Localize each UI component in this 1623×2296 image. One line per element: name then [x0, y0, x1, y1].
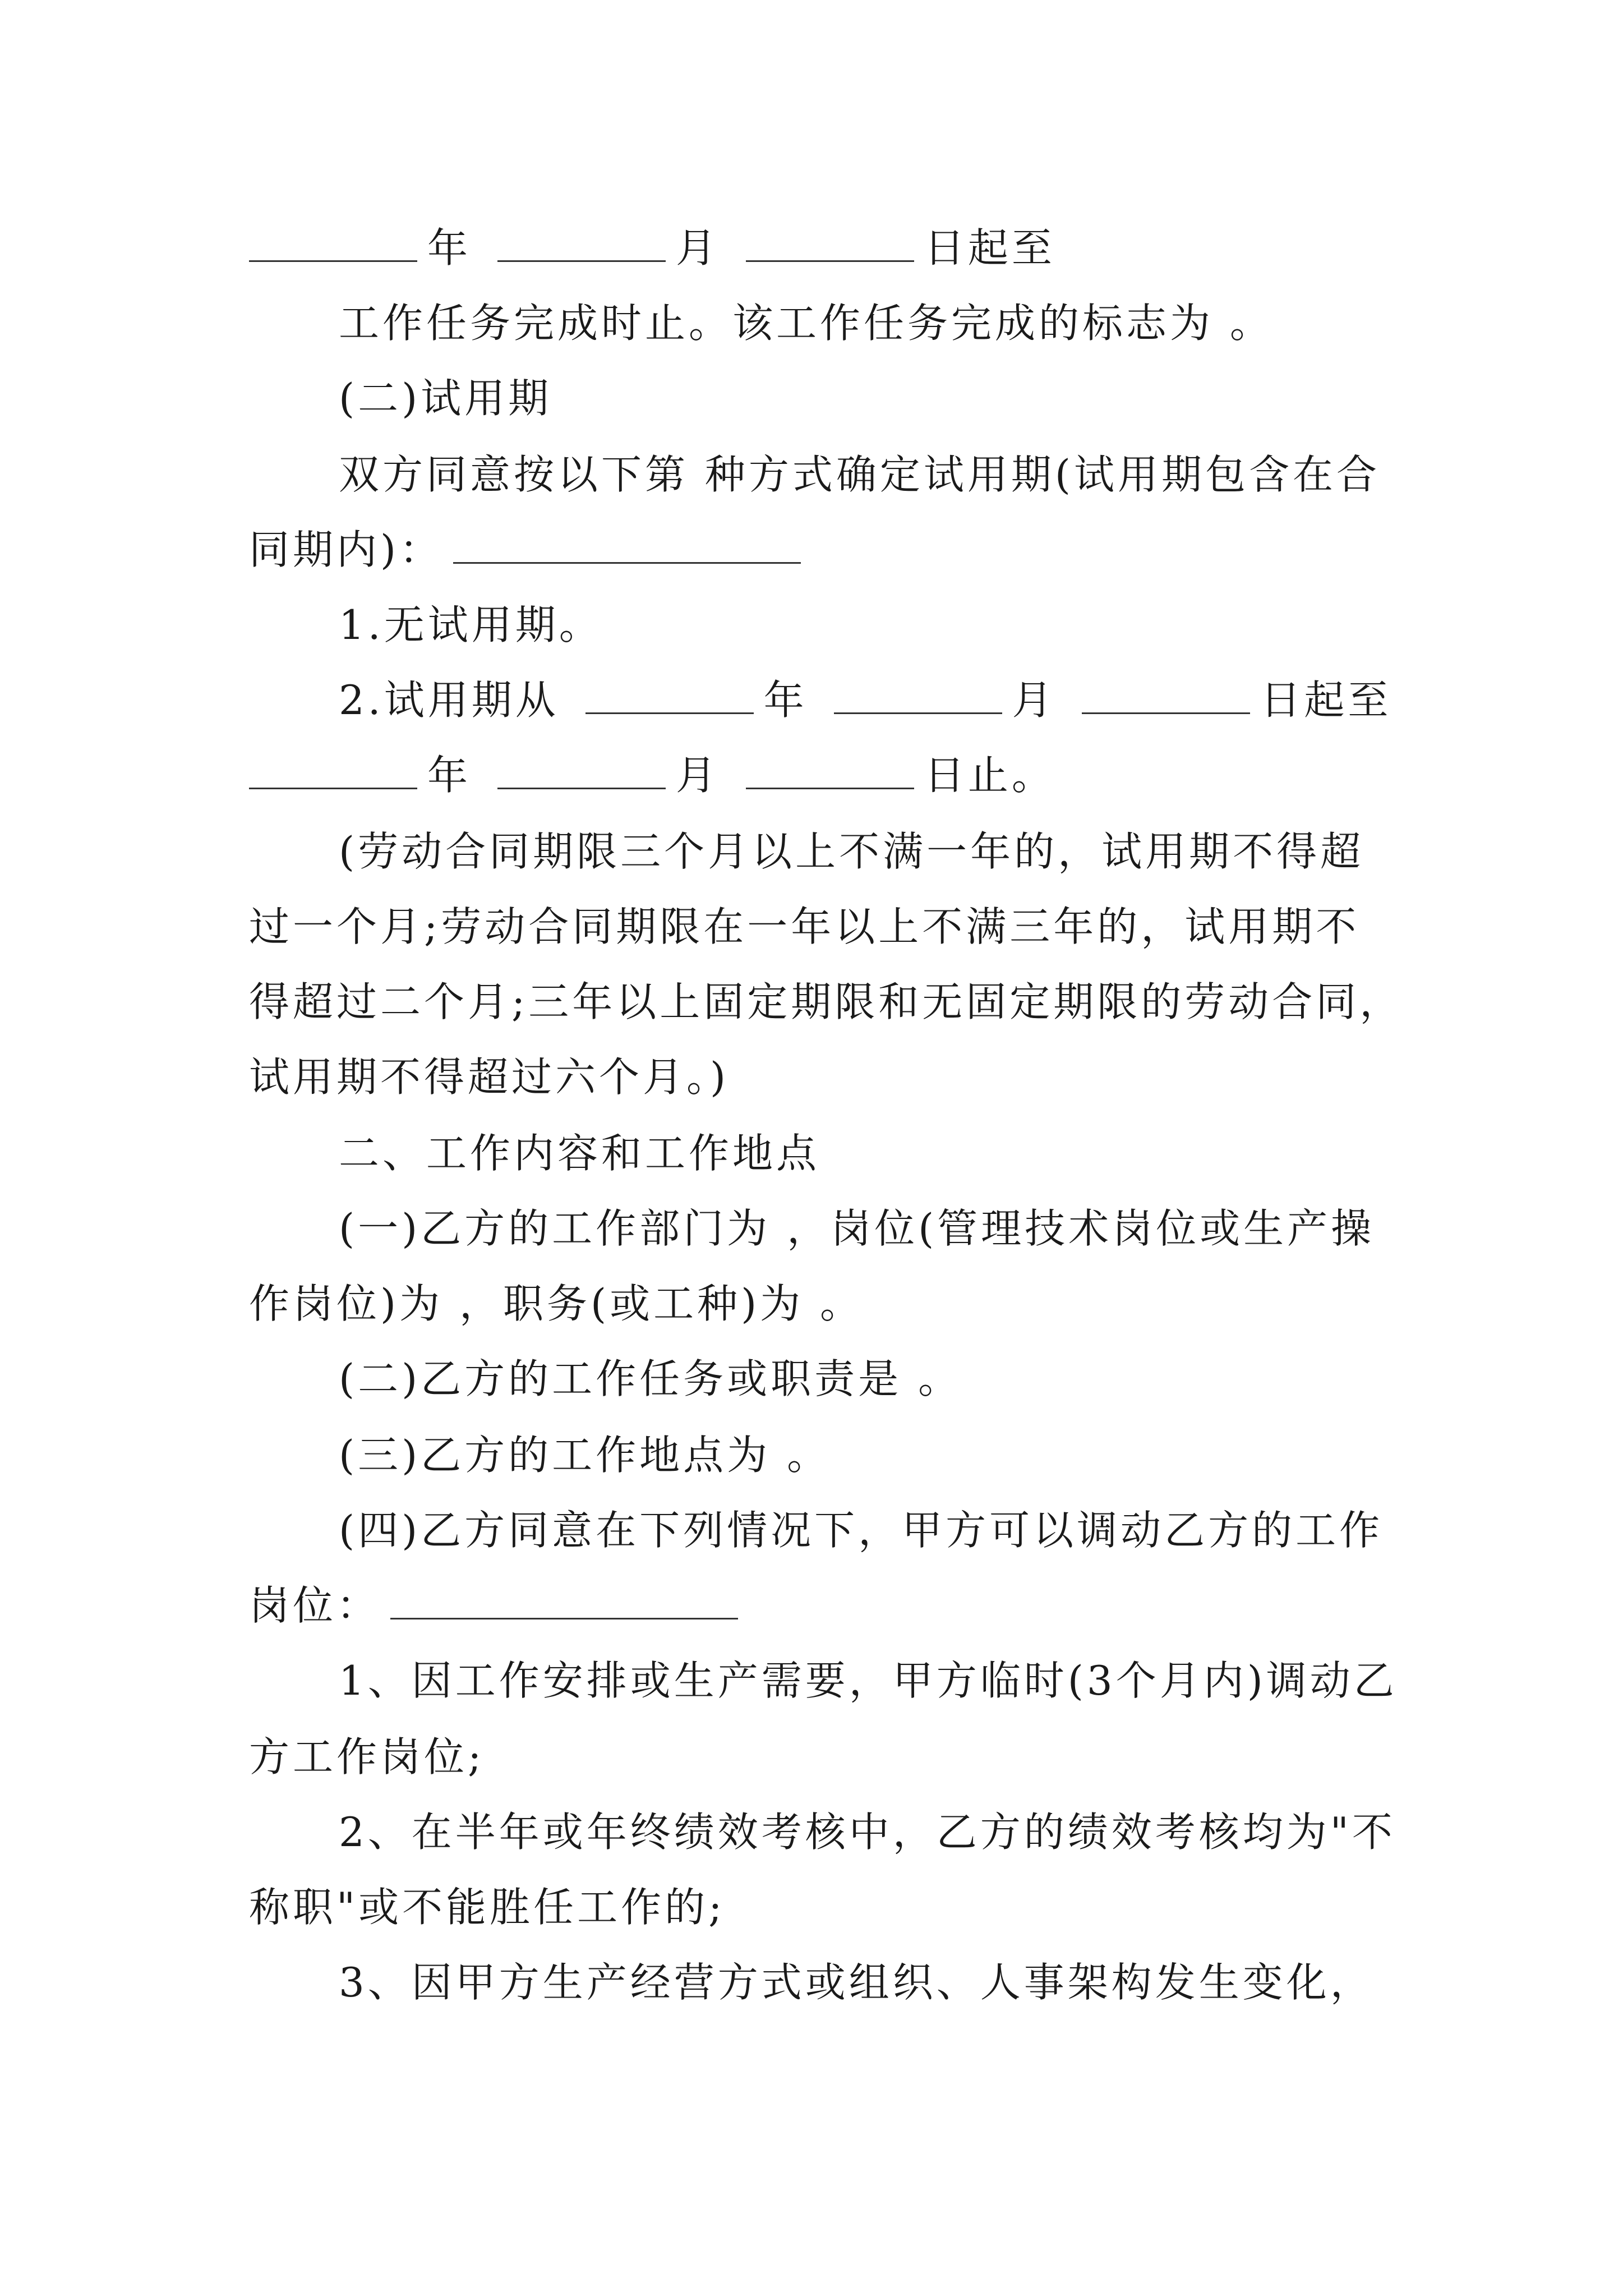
year-label: 年: [763, 677, 808, 724]
day-blank: [746, 223, 914, 262]
day-label: 日止。: [924, 752, 1055, 799]
list-item: 1.无试用期。: [339, 601, 603, 648]
list-item: 2、在半年或年终绩效考核中，乙方的绩效考核均为"不: [339, 1809, 1396, 1856]
paragraph-line: (四)乙方同意在下列情况下，甲方可以调动乙方的工作: [339, 1507, 1384, 1554]
year-blank: [585, 675, 754, 714]
month-label: 月: [675, 752, 720, 799]
fill-blank: [453, 525, 801, 564]
paragraph-line: (劳动合同期限三个月以上不满一年的，试用期不得超: [339, 828, 1364, 875]
month-label: 月: [675, 224, 720, 272]
day-label: 日起至: [1260, 677, 1392, 724]
paragraph-line: 双方同意按以下第 种方式确定试用期(试用期包含在合: [339, 451, 1380, 498]
date-line-end: [249, 747, 1393, 803]
paragraph-line: 方工作岗位;: [249, 1733, 485, 1780]
paragraph-line: 作岗位)为 ，职务(或工种)为 。: [249, 1280, 864, 1327]
month-blank: [497, 223, 666, 262]
paragraph-line: [249, 1577, 1393, 1634]
paragraph-line: [249, 522, 1393, 578]
paragraph-line: (一)乙方的工作部门为 ，岗位(管理技术岗位或生产操: [339, 1205, 1375, 1252]
date-line-end: [249, 220, 1393, 276]
paragraph-line: 得超过二个月;三年以上固定期限和无固定期限的劳动合同，: [249, 978, 1404, 1025]
paragraph-line: 称职"或不能胜任工作的;: [249, 1884, 726, 1931]
section-heading: 二、工作内容和工作地点: [339, 1130, 820, 1177]
year-label: 年: [427, 752, 472, 799]
section-heading: (二)试用期: [339, 375, 552, 422]
month-blank: [834, 675, 1002, 714]
day-blank: [746, 751, 914, 789]
year-label: 年: [427, 224, 472, 272]
month-label: 月: [1012, 677, 1056, 724]
paragraph-line: (三)乙方的工作地点为 。: [339, 1432, 831, 1479]
text-span: 同期内)：: [249, 526, 444, 573]
year-blank: [249, 751, 417, 789]
year-blank: [249, 223, 417, 262]
list-item: 1、因工作安排或生产需要，甲方临时(3个月内)调动乙: [339, 1657, 1398, 1704]
list-item: [339, 672, 1393, 728]
paragraph-line: (二)乙方的工作任务或职责是 。: [339, 1355, 962, 1402]
text-span: 2.试用期从: [339, 677, 559, 724]
paragraph-line: 工作任务完成时止。该工作任务完成的标志为 。: [339, 300, 1274, 347]
month-blank: [497, 751, 666, 789]
day-label: 日起至: [924, 224, 1055, 272]
list-item: 3、因甲方生产经营方式或组织、人事架构发生变化，: [339, 1959, 1374, 2006]
day-blank: [1082, 675, 1250, 714]
paragraph-line: 试用期不得超过六个月。): [249, 1053, 730, 1101]
text-span: 岗位：: [249, 1582, 381, 1629]
paragraph-line: 过一个月;劳动合同期限在一年以上不满三年的，试用期不: [249, 903, 1360, 950]
fill-blank: [390, 1581, 738, 1619]
